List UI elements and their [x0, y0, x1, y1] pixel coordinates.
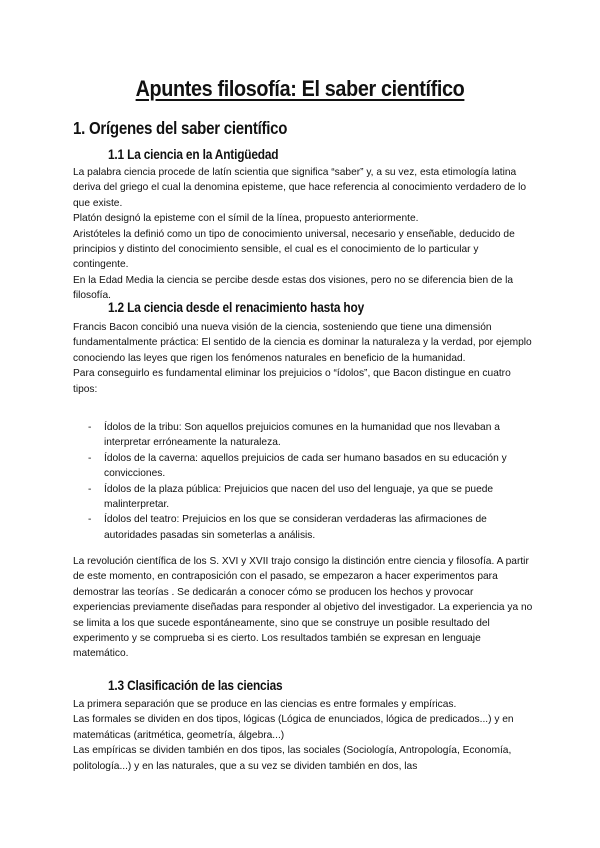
antiquity-body	[73, 165, 533, 304]
list-item	[88, 451, 528, 482]
subsection-heading-classification: 1.3 Clasificación de las ciencias	[108, 678, 283, 693]
list-item-text: Ídolos de la caverna: aquellos prejuicios de cada ser humano basados en su educación y convicciones.	[104, 452, 507, 480]
paragraph: Francis Bacon concibió una nueva visión de la ciencia, sosteniendo que tiene una dimensión fundamentalmente práctica: El sentido de la ciencia es dominar la naturaleza y la verdad, por ejemplo conociendo las leyes que rigen los fenómenos naturales en beneficio de la humanidad.	[73, 322, 532, 364]
bullet-dash: -	[88, 422, 92, 433]
list-item	[88, 420, 528, 451]
list-item-text: Ídolos de la plaza pública: Prejuicios que nacen del uso del lenguaje, ya que se puede malinterpretar.	[104, 483, 494, 511]
bullet-dash: -	[88, 483, 92, 495]
bullet-dash: -	[88, 514, 92, 526]
list-item	[88, 482, 528, 513]
subsection-heading-renaissance: 1.2 La ciencia desde el renacimiento hasta hoy	[108, 300, 365, 315]
paragraph: Para conseguirlo es fundamental eliminar los prejuicios o “ídolos”, que Bacon distingue en cuatro tipos:	[73, 368, 511, 395]
document-title: Apuntes filosofía: El saber científico	[135, 76, 465, 101]
classification-body	[73, 697, 533, 774]
section-heading: 1. Orígenes del saber científico	[73, 118, 288, 138]
revolution-paragraph	[73, 554, 533, 662]
paragraph: Platón designó la episteme con el símil de la línea, propuesto anteriormente.	[73, 213, 419, 225]
list-item-text: Ídolos de la tribu: Son aquellos prejuicios comunes en la humanidad que nos llevaban a interpretar erróneamente la naturaleza.	[104, 422, 500, 449]
paragraph: En la Edad Media la ciencia se percibe desde estas dos visiones, pero no se diferencia bien de la filosofía.	[73, 274, 514, 302]
paragraph: Las empíricas se dividen también en dos tipos, las sociales (Sociología, Antropología, Economía, politología...) y en las naturales, que a su vez se dividen también en dos, las	[73, 745, 512, 772]
idols-list	[88, 420, 528, 543]
paragraph: La primera separación que se produce en las ciencias es entre formales y empíricas.	[73, 699, 457, 710]
paragraph: Las formales se dividen en dos tipos, lógicas (Lógica de enunciados, lógica de predicados...) y en matemáticas (aritmética, geometría, álgebra...)	[73, 714, 514, 741]
subsection-heading-antiquity: 1.1 La ciencia en la Antigüedad	[108, 147, 279, 162]
paragraph: La revolución científica de los S. XVI y XVII trajo consigo la distinción entre ciencia y filosofía. A partir de este momento, en contraposición con el pasado, se empezaron a hacer experimentos para demostrar las teorías . Se dedicarán a conocer cómo se producen los hechos y provocar experiencias previamente diseñadas para responder al objetivo del investigador. La experiencia ya no se limita a los que sucede espontáneamente, sino que se construye un posible resultado del experimento y se comprueba si es cierto. Los resultados también se expresan en lenguaje matemático.	[73, 556, 533, 660]
renaissance-body	[73, 320, 533, 397]
paragraph: Aristóteles la definió como un tipo de conocimiento universal, necesario y enseñable, deducido de principios y distinto del conocimiento sensible, el cual es el conocimiento de lo particular y contingente.	[73, 228, 515, 271]
list-item	[88, 512, 528, 543]
list-item-text: Ídolos del teatro: Prejuicios en los que se consideran verdaderas las afirmaciones de autoridades pasadas sin someterlas a análisis.	[104, 514, 487, 541]
bullet-dash: -	[88, 452, 92, 464]
paragraph: La palabra ciencia procede de latín scientia que significa “saber” y, a su vez, esta etimología latina deriva del griego el cual la denomina episteme, que hace referencia al conocimiento verdadero de lo que existe.	[73, 167, 527, 209]
